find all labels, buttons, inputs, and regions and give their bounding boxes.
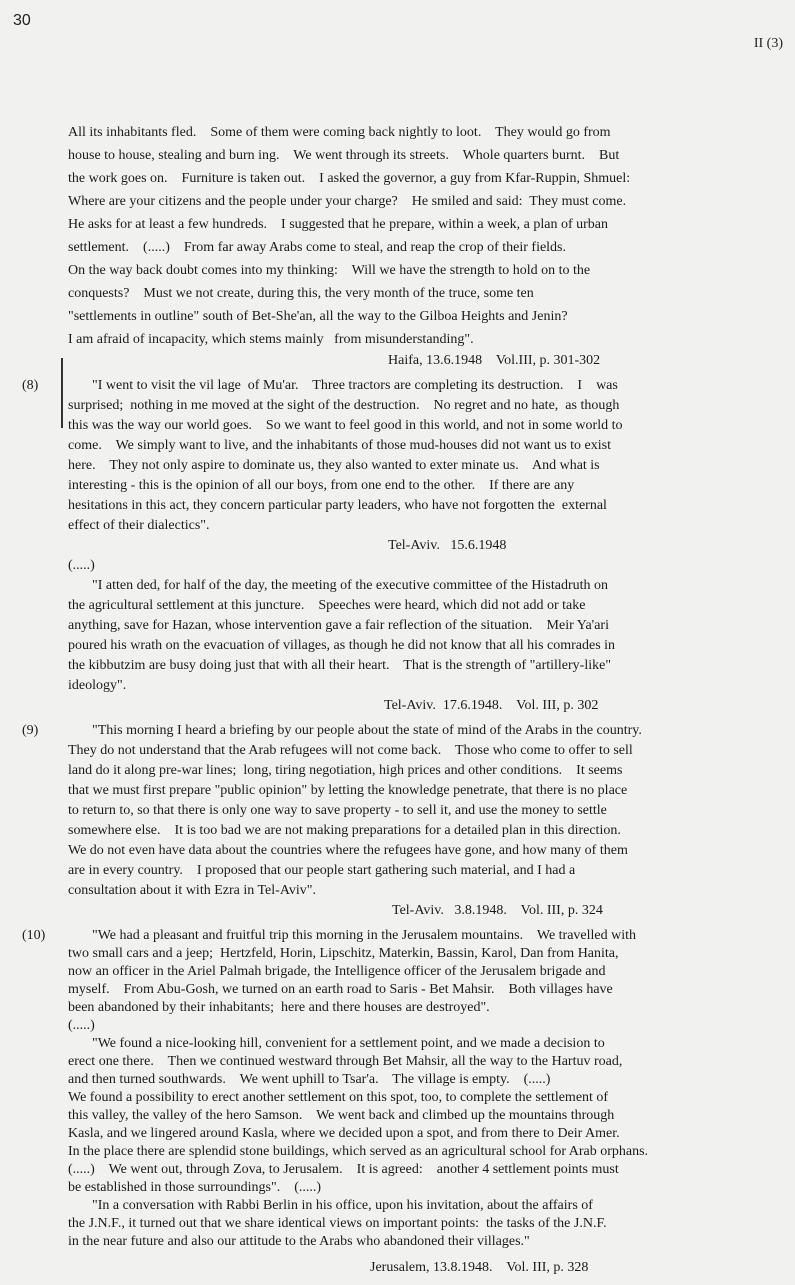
text-line: All its inhabitants fled. Some of them were coming back nightly to loot. They would go from <box>68 125 611 140</box>
text-line: settlement. (.....) From far away Arabs come to steal, and reap the crop of their fields. <box>68 240 567 255</box>
text-line: "This morning I heard a briefing by our people about the state of mind of the Arabs in the country. <box>92 723 642 738</box>
text-line: (.....) <box>68 1018 95 1033</box>
text-line: (.....) We went out, through Zova, to Jerusalem. It is agreed: another 4 settlement points must <box>68 1162 619 1177</box>
text-line: poured his wrath on the evacuation of villages, as though he did not know that all his comrades in <box>68 638 616 653</box>
text-line: to return to, so that there is only one way to save property - to sell it, and use the money to settle <box>68 803 607 818</box>
entry-number: (9) <box>22 723 39 738</box>
text-line: "settlements in outline" south of Bet-She'an, all the way to the Gilboa Heights and Jenin? <box>68 309 568 324</box>
text-line: interesting - this is the opinion of all our boys, from one end to the other. If there are any <box>68 478 575 493</box>
text-line: been abandoned by their inhabitants; here and there houses are destroyed". <box>68 1000 490 1015</box>
text-line: "I went to visit the vil lage of Mu'ar. Three tractors are completing its destruction. I was <box>92 378 618 393</box>
entry-number: (8) <box>22 378 39 393</box>
citation: Tel-Aviv. 15.6.1948 <box>388 538 507 553</box>
text-line: somewhere else. It is too bad we are not making preparations for a detailed plan in this direction. <box>68 823 621 838</box>
text-line: They do not understand that the Arab refugees will not come back. Those who come to offer to sell <box>68 743 633 758</box>
text-line: On the way back doubt comes into my thinking: Will we have the strength to hold on to the <box>68 263 591 278</box>
text-line: here. They not only aspire to dominate us, they also wanted to exter minate us. And what is <box>68 458 600 473</box>
text-line: now an officer in the Ariel Palmah brigade, the Intelligence officer of the Jerusalem brigade and <box>68 964 606 979</box>
text-line: be established in those surroundings". (.....) <box>68 1180 322 1195</box>
text-line: "We found a nice-looking hill, convenient for a settlement point, and we made a decision to <box>92 1036 605 1051</box>
text-line: come. We simply want to live, and the inhabitants of those mud-houses did not want us to exist <box>68 438 611 453</box>
text-line: Where are your citizens and the people under your charge? He smiled and said: They must come. <box>68 194 627 209</box>
text-line: In the place there are splendid stone buildings, which served as an agricultural school for Arab orphans. <box>68 1144 649 1159</box>
text-line: and then turned southwards. We went uphill to Tsar'a. The village is empty. (.....) <box>68 1072 551 1087</box>
text-line: are in every country. I proposed that our people start gathering such material, and I had a <box>68 863 576 878</box>
text-line: two small cars and a jeep; Hertzfeld, Horin, Lipschitz, Materkin, Bassin, Karol, Dan from Hanita, <box>68 946 619 961</box>
text-line: "I atten ded, for half of the day, the meeting of the executive committee of the Histadruth on <box>92 578 609 593</box>
text-line: (.....) <box>68 558 95 573</box>
text-line: erect one there. Then we continued westward through Bet Mahsir, all the way to the Hartuv road, <box>68 1054 623 1069</box>
text-line: the J.N.F., it turned out that we share identical views on important points: the tasks of the J.N.F. <box>68 1216 607 1231</box>
text-line: I am afraid of incapacity, which stems mainly from misunderstanding". <box>68 332 474 347</box>
text-line: "In a conversation with Rabbi Berlin in his office, upon his invitation, about the affairs of <box>92 1198 593 1213</box>
text-line: anything, save for Hazan, whose intervention gave a fair reflection of the situation. Meir Ya'ari <box>68 618 609 633</box>
text-line: this valley, the valley of the hero Samson. We went back and climbed up the mountains through <box>68 1108 615 1123</box>
text-line: Kasla, and we lingered around Kasla, where we decided upon a spot, and from there to Deir Amer. <box>68 1126 620 1141</box>
margin-marker-line <box>61 358 63 428</box>
text-line: He asks for at least a few hundreds. I suggested that he prepare, within a week, a plan of urban <box>68 217 608 232</box>
text-line: ideology". <box>68 678 127 693</box>
text-line: in the near future and also our attitude to the Arabs who abandoned their villages." <box>68 1234 530 1249</box>
text-line: house to house, stealing and burn ing. We went through its streets. Whole quarters burnt. But <box>68 148 620 163</box>
text-line: the work goes on. Furniture is taken out. I asked the governor, a guy from Kfar-Ruppin, Shmuel: <box>68 171 631 186</box>
section-reference: II (3) <box>753 36 783 51</box>
text-line: this was the way our world goes. So we want to feel good in this world, and not in some world to <box>68 418 623 433</box>
text-line: We do not even have data about the countries where the refugees have gone, and how many of them <box>68 843 628 858</box>
page-number: 30 <box>13 12 31 29</box>
text-line: land do it along pre-war lines; long, tiring negotiation, high prices and other conditions. It seems <box>68 763 623 778</box>
citation: Tel-Aviv. 3.8.1948. Vol. III, p. 324 <box>392 903 603 918</box>
text-line: "We had a pleasant and fruitful trip this morning in the Jerusalem mountains. We travelled with <box>92 928 637 943</box>
citation: Jerusalem, 13.8.1948. Vol. III, p. 328 <box>370 1260 589 1275</box>
text-line: conquests? Must we not create, during this, the very month of the truce, some ten <box>68 286 534 301</box>
text-line: that we must first prepare "public opinion" by letting the knowledge penetrate, that there is no place <box>68 783 628 798</box>
text-line: hesitations in this act, they concern particular party leaders, who have not forgotten the external <box>68 498 607 513</box>
text-line: the kibbutzim are busy doing just that with all their heart. That is the strength of "artillery-like" <box>68 658 612 673</box>
text-line: We found a possibility to erect another settlement on this spot, too, to complete the settlement of <box>68 1090 609 1105</box>
entry-number: (10) <box>22 928 46 943</box>
citation: Tel-Aviv. 17.6.1948. Vol. III, p. 302 <box>384 698 599 713</box>
text-line: surprised; nothing in me moved at the sight of the destruction. No regret and no hate, as though <box>68 398 620 413</box>
text-line: consultation about it with Ezra in Tel-Aviv". <box>68 883 317 898</box>
text-line: myself. From Abu-Gosh, we turned on an earth road to Saris - Bet Mahsir. Both villages have <box>68 982 613 997</box>
text-line: effect of their dialectics". <box>68 518 210 533</box>
citation: Haifa, 13.6.1948 Vol.III, p. 301-302 <box>388 353 601 368</box>
text-line: the agricultural settlement at this juncture. Speeches were heard, which did not add or take <box>68 598 586 613</box>
